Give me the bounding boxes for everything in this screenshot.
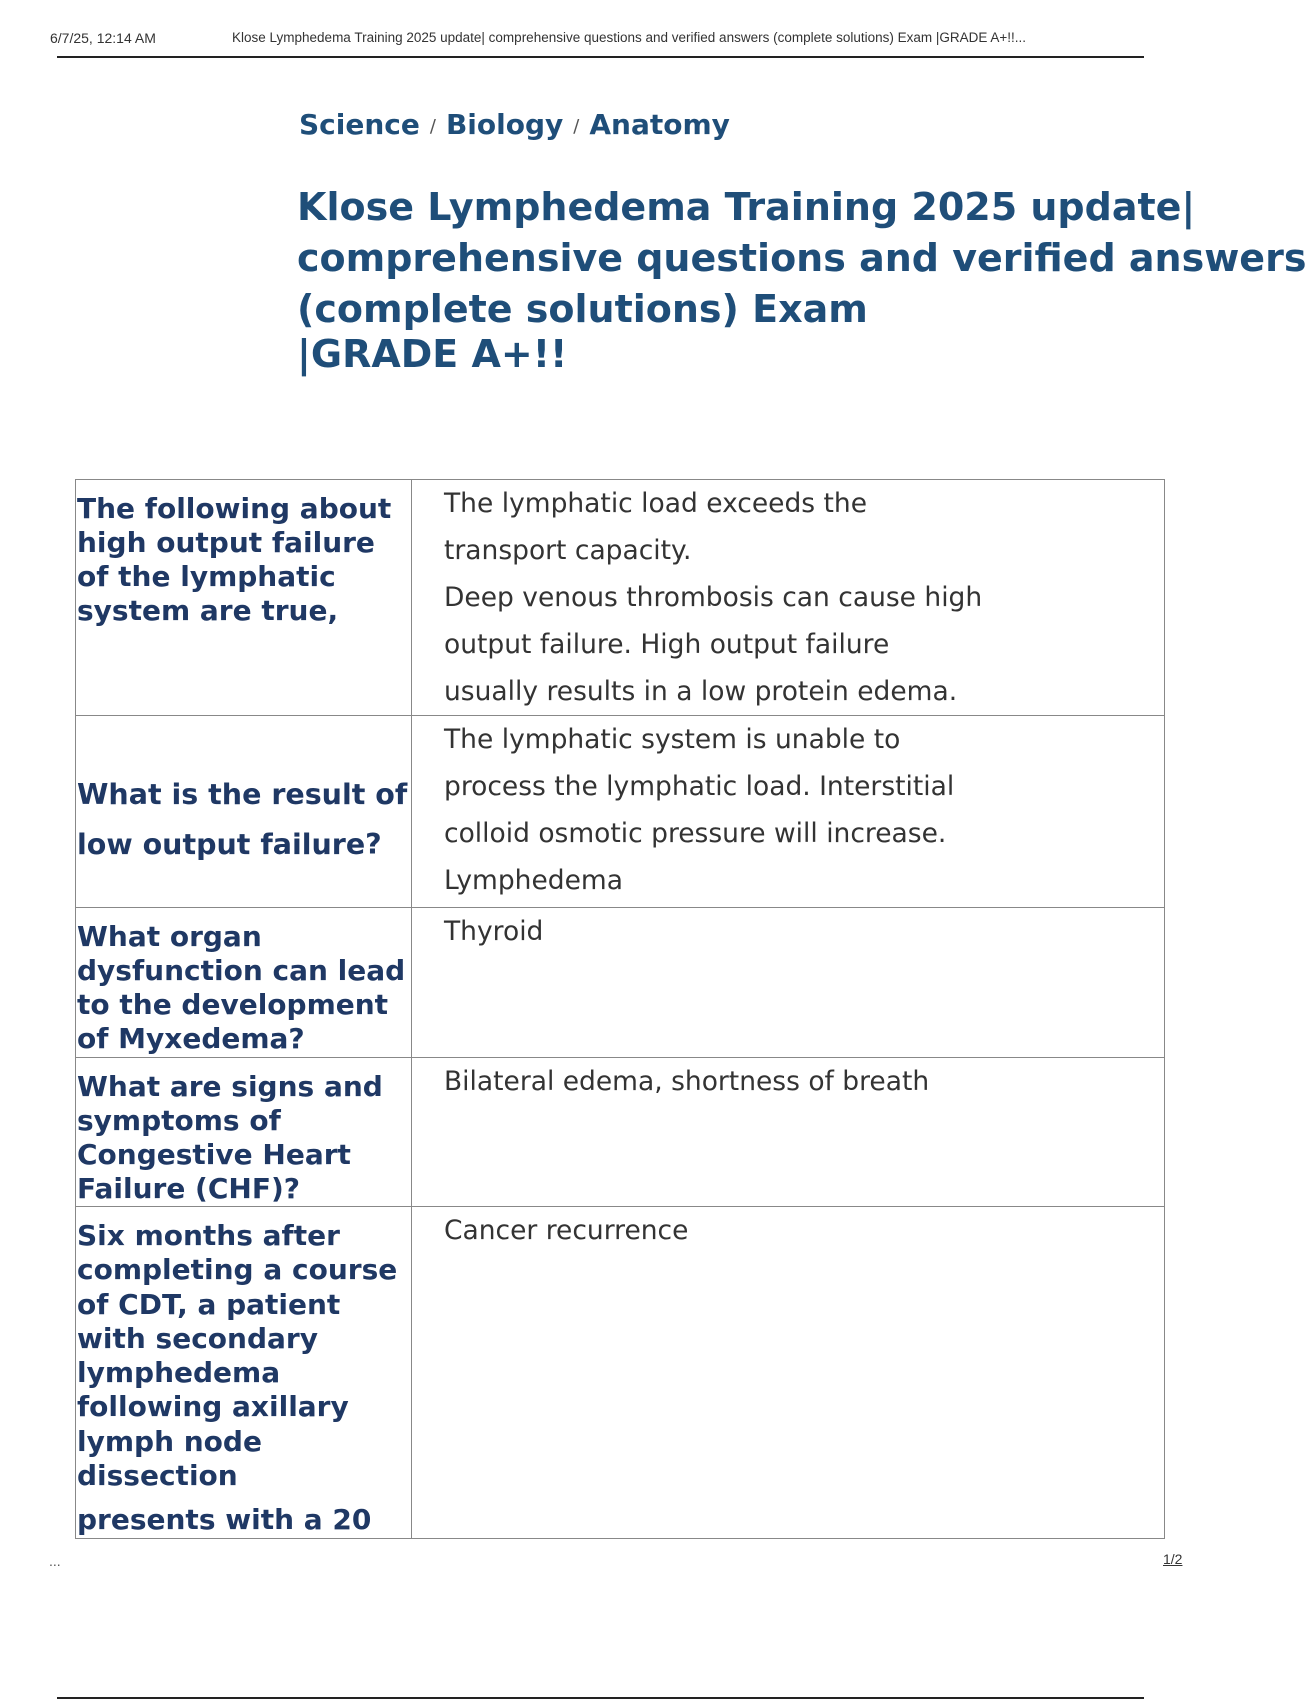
answer-cell (412, 1207, 1165, 1539)
question-line: What is the result of (77, 778, 408, 811)
answer-line: The lymphatic system is unable to (444, 724, 901, 755)
document-title-line: Klose Lymphedema Training 2025 update| (297, 185, 1196, 229)
question-text (76, 480, 411, 628)
question-line: of Myxedema? (77, 1022, 305, 1055)
footer-ellipsis: ... (49, 1553, 61, 1569)
answer-line: Deep venous thrombosis can cause high (444, 582, 983, 613)
question-line: to the development (77, 988, 389, 1021)
answer-text (412, 1207, 1164, 1254)
table-row (76, 480, 1165, 716)
question-line: high output failure (77, 526, 375, 559)
answer-text (412, 716, 1164, 904)
answer-line: Lymphedema (444, 865, 623, 896)
question-line: completing a course (77, 1253, 398, 1287)
question-line: symptoms of (77, 1104, 281, 1137)
table-row (76, 1207, 1165, 1539)
answer-line: The lymphatic load exceeds the (444, 488, 868, 519)
question-line: lymph node (77, 1424, 262, 1458)
question-text (76, 1058, 411, 1206)
footer-divider (57, 1697, 1144, 1699)
question-cell (76, 480, 412, 716)
table-row (76, 908, 1165, 1058)
qa-table (75, 479, 1165, 1539)
answer-line: output failure. High output failure (444, 629, 890, 660)
page-number: 1/2 (1163, 1551, 1183, 1567)
breadcrumb-separator: / (429, 116, 436, 137)
question-line: low output failure? (77, 828, 382, 861)
answer-line: Bilateral edema, shortness of breath (444, 1066, 930, 1097)
breadcrumb-item-science[interactable]: Science (299, 108, 420, 141)
answer-line: Cancer recurrence (444, 1215, 689, 1246)
question-line: Failure (CHF)? (77, 1172, 301, 1205)
breadcrumb-item-anatomy[interactable]: Anatomy (589, 108, 730, 141)
answer-line: colloid osmotic pressure will increase. (444, 818, 947, 849)
question-line: presents with a 20 (77, 1503, 372, 1537)
answer-cell (412, 1058, 1165, 1207)
question-line: Congestive Heart (77, 1138, 351, 1171)
question-cell (76, 1207, 412, 1539)
document-title-line: (complete solutions) Exam (297, 287, 868, 331)
question-cell (76, 908, 412, 1058)
answer-text (412, 1058, 1164, 1105)
table-row (76, 1058, 1165, 1207)
answer-line: transport capacity. (444, 535, 692, 566)
answer-text (412, 480, 1164, 715)
print-page-title: Klose Lymphedema Training 2025 update| comprehensive questions and verified answers (complete solutions) Exam |GRADE A+!!... (232, 30, 1027, 45)
print-date: 6/7/25, 12:14 AM (50, 30, 156, 46)
answer-line: process the lymphatic load. Interstitial (444, 771, 955, 802)
table-row (76, 716, 1165, 908)
answer-cell (412, 480, 1165, 716)
question-line: with secondary (77, 1321, 318, 1355)
question-line: What are signs and (77, 1070, 383, 1103)
question-line: system are true, (77, 594, 339, 627)
answer-text (412, 908, 1164, 955)
question-line: of CDT, a patient (77, 1287, 341, 1321)
question-text (76, 1207, 411, 1538)
answer-line: Thyroid (444, 916, 544, 947)
question-text (76, 908, 411, 1056)
print-header (0, 0, 1200, 60)
question-cell (76, 1058, 412, 1207)
question-cell (76, 716, 412, 908)
document-title (297, 182, 1306, 376)
answer-cell (412, 908, 1165, 1058)
header-divider (57, 56, 1144, 58)
question-line: What organ (77, 920, 262, 953)
question-line: The following about (77, 492, 392, 525)
question-line: Six months after (77, 1219, 340, 1252)
question-line: lymphedema (77, 1356, 281, 1390)
question-line: dysfunction can lead (77, 954, 406, 987)
question-line: of the lymphatic (77, 560, 336, 593)
breadcrumb (299, 108, 730, 141)
breadcrumb-item-biology[interactable]: Biology (445, 108, 564, 141)
question-line: following axillary (77, 1390, 349, 1424)
question-line: dissection (77, 1459, 238, 1493)
breadcrumb-separator: / (573, 116, 580, 137)
answer-line: usually results in a low protein edema. (444, 676, 958, 707)
document-title-line: |GRADE A+!! (297, 332, 568, 376)
answer-cell (412, 716, 1165, 908)
question-text (76, 716, 411, 870)
document-title-line: comprehensive questions and verified answers (297, 236, 1306, 280)
